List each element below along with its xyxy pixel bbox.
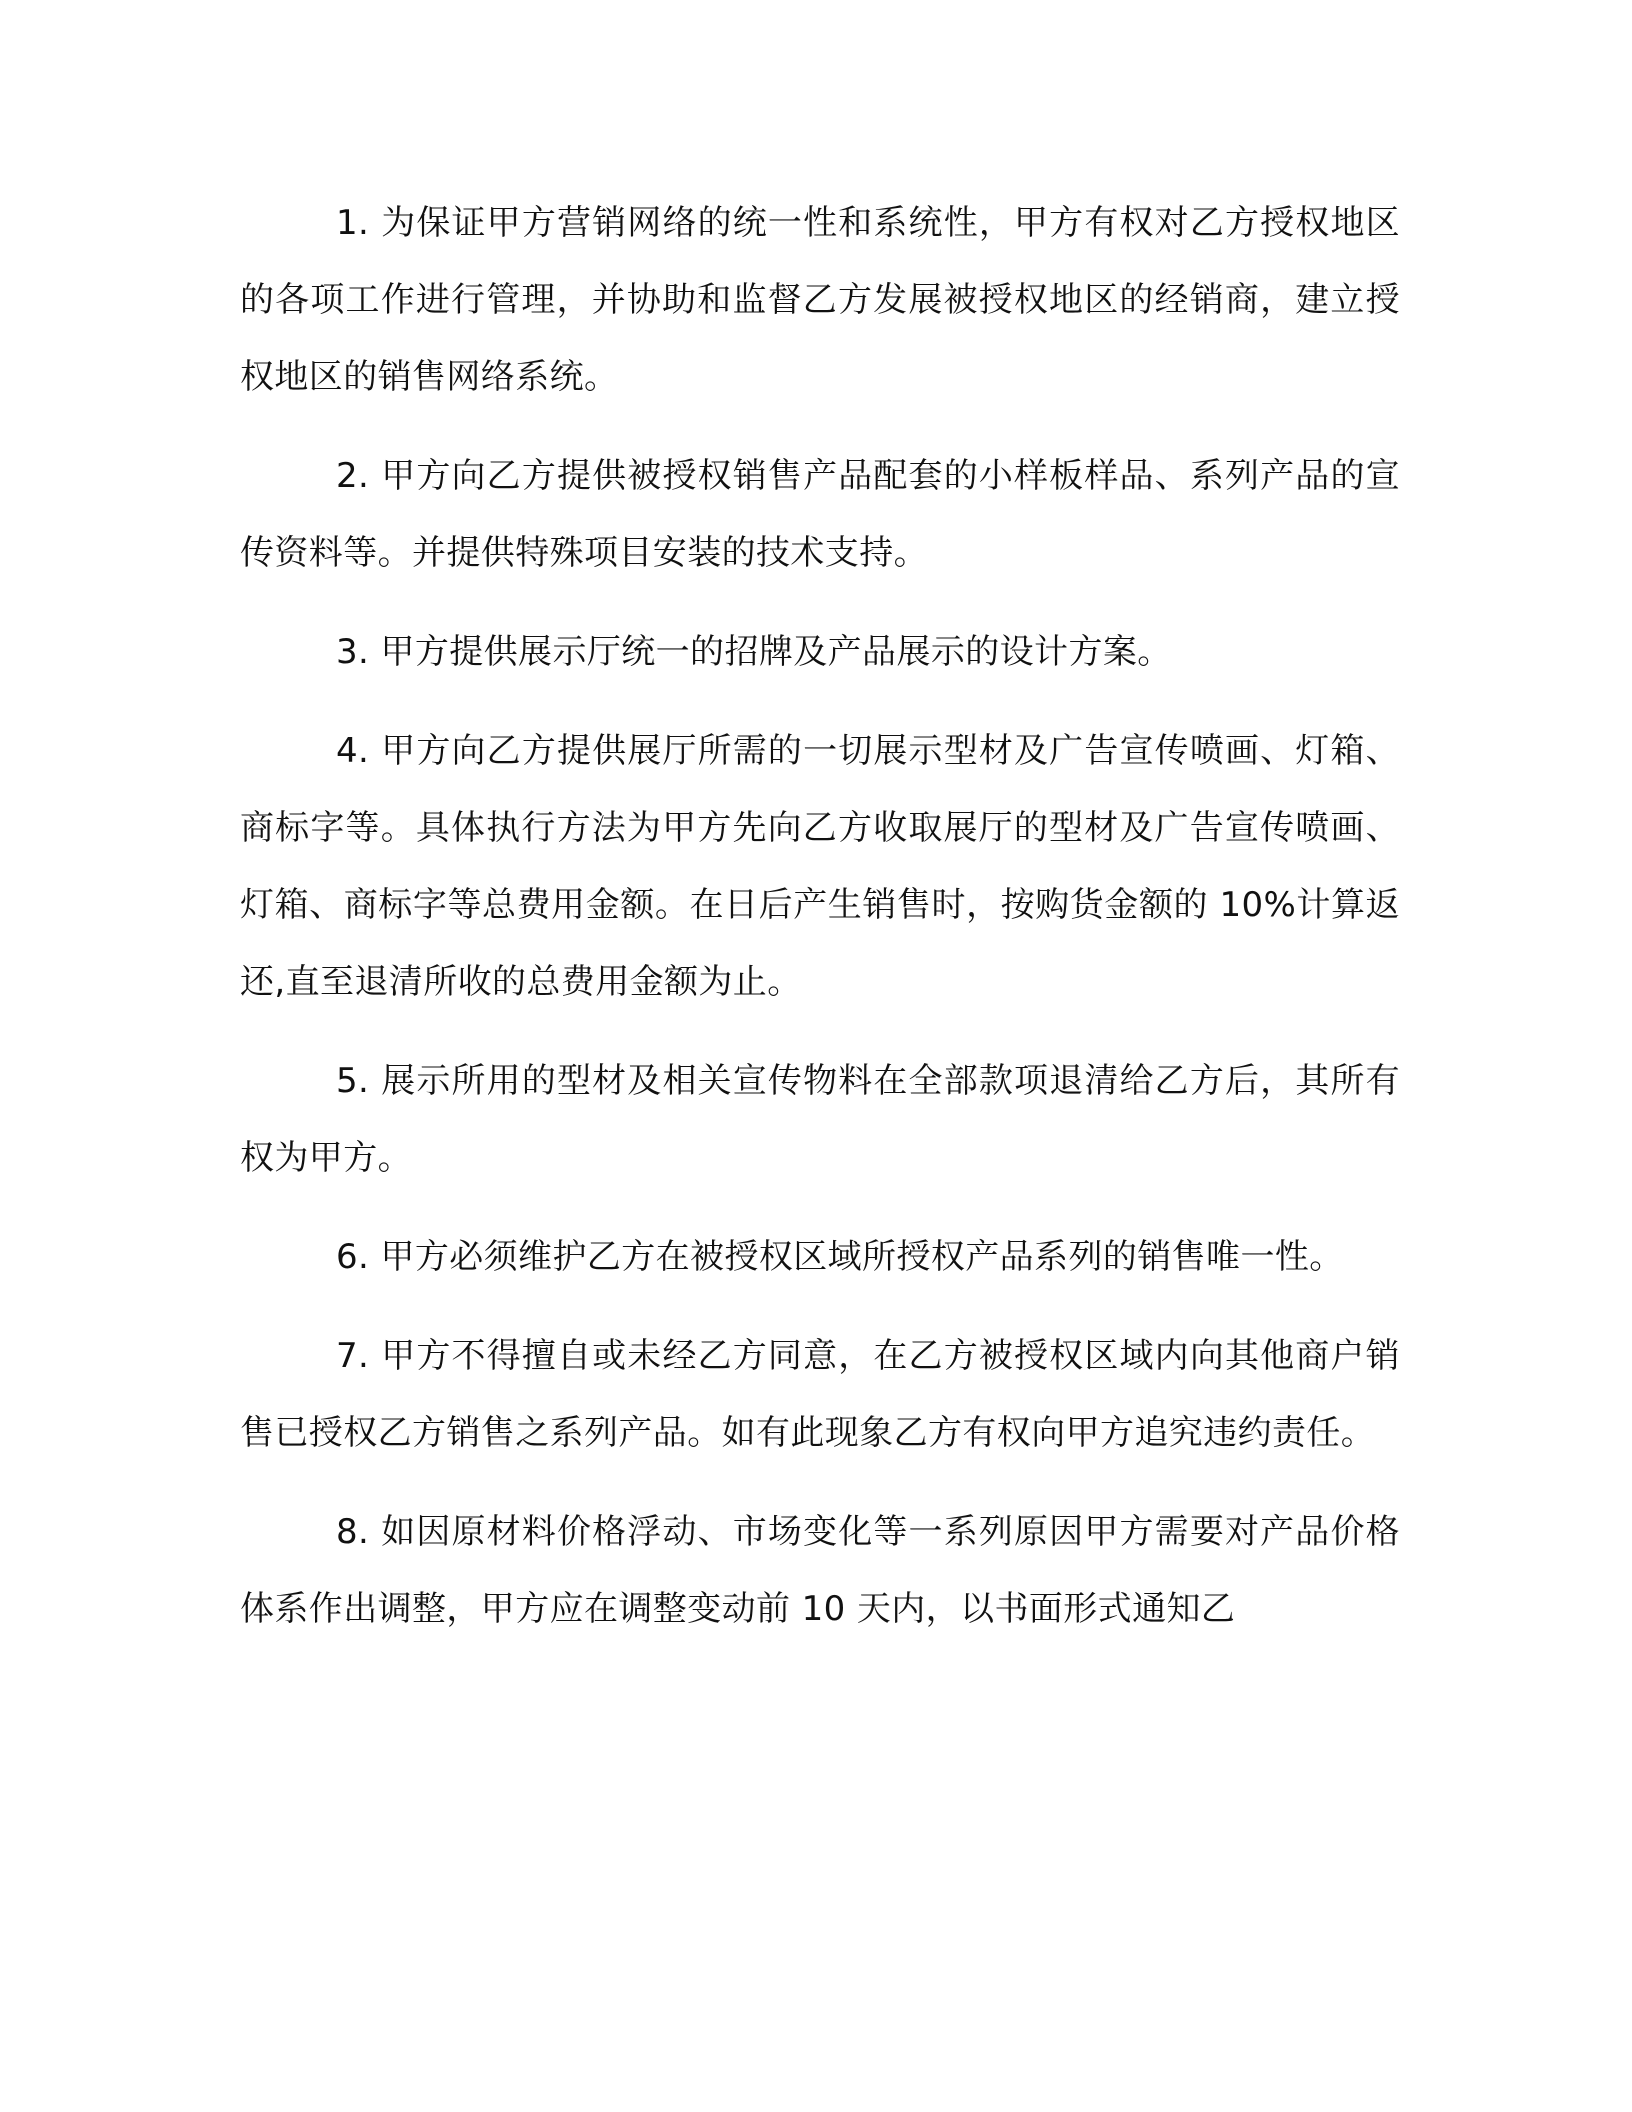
clause-8: 8. 如因原材料价格浮动、市场变化等一系列原因甲方需要对产品价格体系作出调整，甲方应在调整变动前 10 天内，以书面形式通知乙 — [240, 1512, 1400, 1629]
clause-5: 5. 展示所用的型材及相关宣传物料在全部款项退清给乙方后，其所有权为甲方。 — [240, 1061, 1400, 1178]
clause-6: 6. 甲方必须维护乙方在被授权区域所授权产品系列的销售唯一性。 — [336, 1237, 1344, 1277]
document-body — [240, 185, 1400, 1670]
clause-2: 2. 甲方向乙方提供被授权销售产品配套的小样板样品、系列产品的宣传资料等。并提供特殊项目安装的技术支持。 — [240, 456, 1400, 573]
clause-1: 1. 为保证甲方营销网络的统一性和系统性，甲方有权对乙方授权地区的各项工作进行管理，并协助和监督乙方发展被授权地区的经销商，建立授权地区的销售网络系统。 — [240, 203, 1400, 397]
clause-3: 3. 甲方提供展示厅统一的招牌及产品展示的设计方案。 — [336, 632, 1172, 672]
clause-7: 7. 甲方不得擅自或未经乙方同意，在乙方被授权区域内向其他商户销售已授权乙方销售之系列产品。如有此现象乙方有权向甲方追究违约责任。 — [240, 1336, 1400, 1453]
clause-4: 4. 甲方向乙方提供展厅所需的一切展示型材及广告宣传喷画、灯箱、商标字等。具体执行方法为甲方先向乙方收取展厅的型材及广告宣传喷画、灯箱、商标字等总费用金额。在日后产生销售时，按购货金额的 10%计算返还,直至退清所收的总费用金额为止。 — [240, 731, 1400, 1002]
